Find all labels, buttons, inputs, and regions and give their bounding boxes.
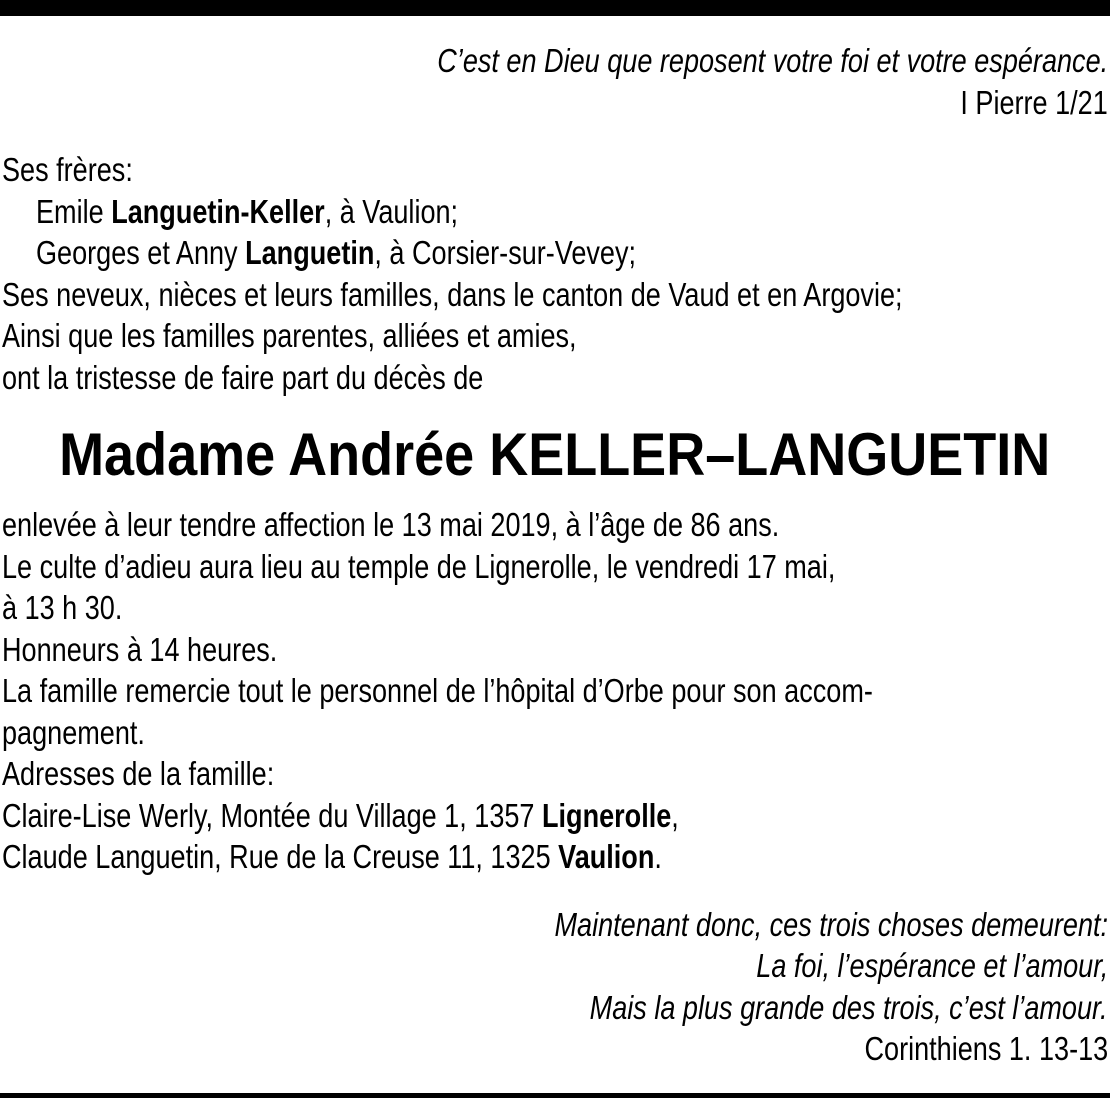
epigraph-quote: C’est en Dieu que reposent votre foi et votre espérance. — [437, 42, 1108, 79]
addresses-label: Adresses de la famille: — [2, 755, 275, 792]
address-1: Claire-Lise Werly, Montée du Village 1, 1357 Lignerolle, — [2, 796, 679, 834]
thanks-line-2: pagnement. — [2, 713, 145, 751]
brothers-label: Ses frères: — [2, 151, 133, 188]
nephews-line: Ses neveux, nièces et leurs familles, dans le canton de Vaud et en Argovie; — [2, 275, 903, 313]
address-2: Claude Languetin, Rue de la Creuse 11, 1325 Vaulion. — [2, 838, 662, 875]
death-line: enlevée à leur tendre affection le 13 mai 2019, à l’âge de 86 ans. — [2, 506, 780, 543]
announcement-line: ont la tristesse de faire part du décès de — [2, 358, 484, 396]
brother-2-surname: Languetin — [245, 234, 375, 271]
closing-line-2: La foi, l’espérance et l’amour, — [756, 947, 1108, 984]
relatives-line: Ainsi que les familles parentes, alliées et amies, — [2, 317, 577, 354]
brother-1-surname: Languetin-Keller — [111, 192, 325, 230]
thanks-line-1: La famille remercie tout le personnel de l’hôpital d’Orbe pour son accom- — [2, 672, 873, 709]
brother-2: Georges et Anny Languetin, à Corsier-sur-Vevey; — [36, 234, 637, 271]
deceased-name: Madame Andrée KELLER–LANGUETIN — [59, 421, 1051, 488]
bottom-rule — [0, 1093, 1110, 1098]
honours-line: Honneurs à 14 heures. — [2, 630, 278, 668]
address-1-town: Lignerolle — [541, 796, 672, 834]
closing-reference: Corinthiens 1. 13-13 — [864, 1030, 1108, 1067]
obituary-notice — [2, 40, 1108, 1070]
closing-line-1: Maintenant donc, ces trois choses demeurent: — [554, 905, 1108, 943]
top-rule — [0, 0, 1110, 16]
closing-line-3: Mais la plus grande des trois, c’est l’amour. — [590, 988, 1108, 1026]
service-line-1: Le culte d’adieu aura lieu au temple de Lignerolle, le vendredi 17 mai, — [2, 547, 836, 585]
brother-1: Emile Languetin-Keller, à Vaulion; — [36, 192, 459, 230]
service-line-2: à 13 h 30. — [2, 589, 123, 626]
address-2-town: Vaulion — [558, 838, 655, 875]
epigraph-reference: I Pierre 1/21 — [960, 83, 1108, 121]
